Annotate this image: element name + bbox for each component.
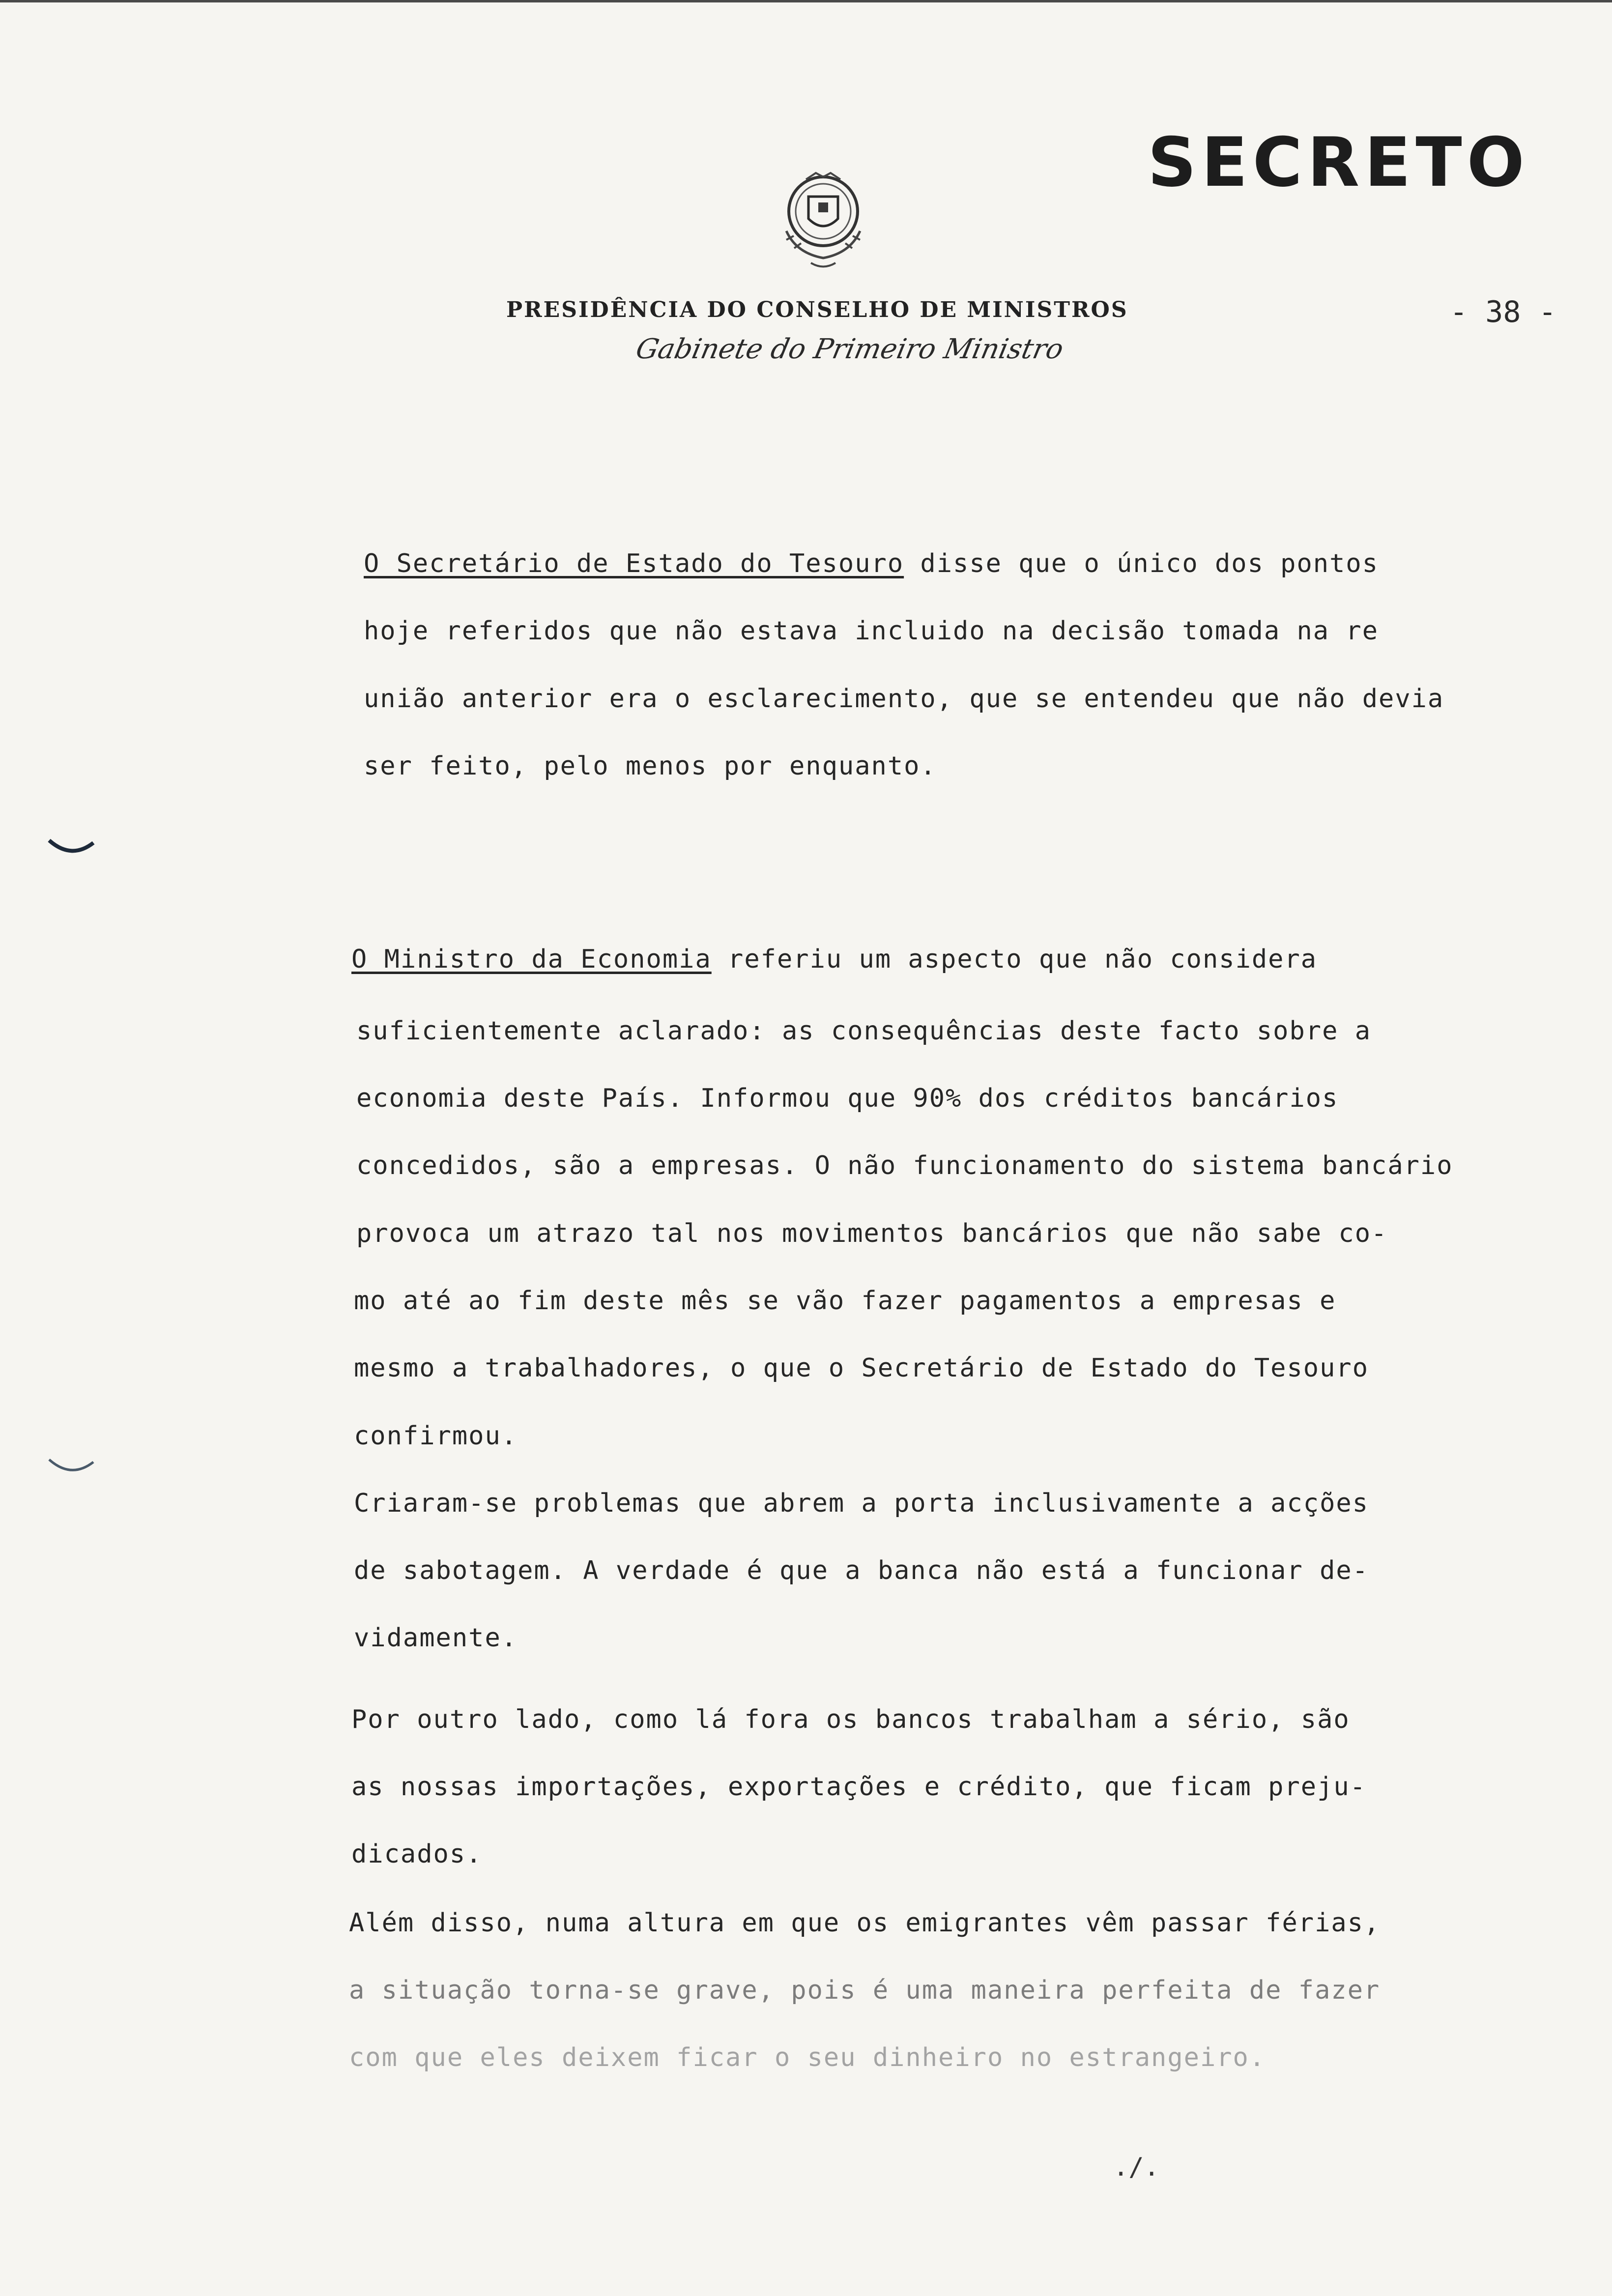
paragraph-text: disse que o único dos pontos <box>904 549 1379 578</box>
page-number: - 38 - <box>1450 295 1556 329</box>
paragraph-line: Além disso, numa altura em que os emigrantes vêm passar férias, <box>349 1908 1381 1938</box>
punch-hole-mark-icon <box>47 1455 96 1484</box>
secret-stamp: SECRETO <box>1148 123 1529 202</box>
paragraph-line: hoje referidos que não estava incluido na decisão tomada na re <box>364 616 1379 646</box>
paragraph-line: com que eles deixem ficar o seu dinheiro no estrangeiro. <box>349 2043 1266 2072</box>
continuation-mark: ./. <box>1113 2152 1159 2182</box>
paragraph-line: suficientemente aclarado: as consequências deste facto sobre a <box>356 1016 1372 1046</box>
paragraph-line: Criaram-se problemas que abrem a porta inclusivamente a acções <box>354 1489 1369 1518</box>
paragraph-line: vidamente. <box>354 1623 518 1653</box>
paragraph-line: dicados. <box>351 1839 483 1869</box>
paragraph-line: a situação torna-se grave, pois é uma maneira perfeita de fazer <box>349 1976 1381 2005</box>
paragraph-text: referiu um aspecto que não considera <box>711 945 1318 974</box>
top-border-line <box>0 0 1612 2</box>
paragraph-line: economia deste País. Informou que 90% dos créditos bancários <box>356 1084 1339 1113</box>
paragraph-line: provoca um atrazo tal nos movimentos bancários que não sabe co- <box>356 1219 1388 1248</box>
paragraph-line: de sabotagem. A verdade é que a banca não está a funcionar de- <box>354 1556 1369 1585</box>
paragraph-line: mo até ao fim deste mês se vão fazer pagamentos a empresas e <box>354 1286 1336 1316</box>
paragraph-line: confirmou. <box>354 1421 518 1451</box>
paragraph-line: as nossas importações, exportações e crédito, que ficam preju- <box>351 1772 1367 1802</box>
paragraph-line: Por outro lado, como lá fora os bancos trabalham a sério, são <box>351 1705 1350 1734</box>
speaker-name: O Secretário de Estado do Tesouro <box>364 549 904 578</box>
punch-hole-mark-icon <box>47 835 96 865</box>
paragraph-line: ser feito, pelo menos por enquanto. <box>364 751 937 781</box>
paragraph-line: união anterior era o esclarecimento, que se entendeu que não devia <box>364 684 1444 714</box>
cabinet-subtitle: Gabinete do Primeiro Ministro <box>633 333 1066 365</box>
coat-of-arms-icon <box>767 162 880 280</box>
paragraph-line <box>364 548 1379 579</box>
paragraph-line <box>351 944 1317 975</box>
paragraph-line: mesmo a trabalhadores, o que o Secretário de Estado do Tesouro <box>354 1353 1369 1383</box>
paragraph-line: concedidos, são a empresas. O não funcionamento do sistema bancário <box>356 1151 1453 1180</box>
office-title: PRESIDÊNCIA DO CONSELHO DE MINISTROS <box>506 297 1128 322</box>
speaker-name: O Ministro da Economia <box>351 945 712 974</box>
